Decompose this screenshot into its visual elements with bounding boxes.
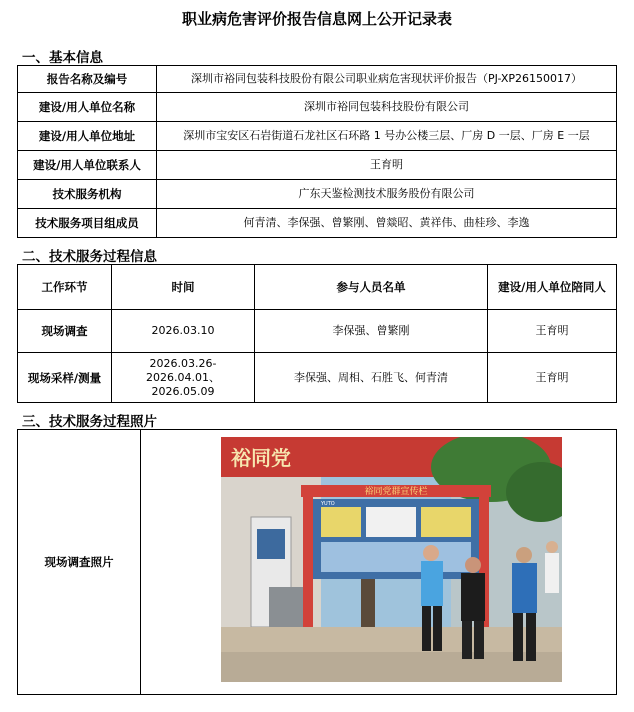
unit-name-label: 建设/用人单位名称 bbox=[18, 93, 157, 122]
report-name-label: 报告名称及编号 bbox=[18, 66, 157, 93]
table-row bbox=[18, 66, 617, 93]
page-title: 职业病危害评价报告信息网上公开记录表 bbox=[181, 10, 452, 28]
table-row bbox=[18, 209, 617, 238]
report-name-value: 深圳市裕同包装科技股份有限公司职业病危害现状评价报告（PJ-XP26150017） bbox=[157, 66, 617, 93]
process-info-table bbox=[17, 264, 617, 403]
board-brand-text: YUTO bbox=[321, 501, 335, 507]
service-org-value: 广东天鉴检测技术服务股份有限公司 bbox=[157, 180, 617, 209]
unit-address-label: 建设/用人单位地址 bbox=[18, 122, 157, 151]
team-members-label: 技术服务项目组成员 bbox=[18, 209, 157, 238]
unit-name-value: 深圳市裕同包装科技股份有限公司 bbox=[157, 93, 617, 122]
table-row bbox=[18, 151, 617, 180]
stage-cell: 现场调查 bbox=[18, 310, 112, 353]
service-org-label: 技术服务机构 bbox=[18, 180, 157, 209]
col-header-escort: 建设/用人单位陪同人 bbox=[488, 265, 617, 310]
col-header-time: 时间 bbox=[112, 265, 255, 310]
table-row bbox=[18, 122, 617, 151]
top-sign-text: 裕同党 bbox=[231, 446, 291, 470]
section-process-info-heading: 二、技术服务过程信息 bbox=[22, 249, 157, 265]
time-cell: 2026.03.10 bbox=[112, 310, 255, 353]
stage-cell: 现场采样/测量 bbox=[18, 353, 112, 403]
section-photos-heading: 三、技术服务过程照片 bbox=[22, 414, 157, 430]
col-header-people: 参与人员名单 bbox=[255, 265, 488, 310]
people-cell: 李保强、曾繁刚 bbox=[255, 310, 488, 353]
escort-cell: 王育明 bbox=[488, 310, 617, 353]
table-row bbox=[18, 93, 617, 122]
people-cell: 李保强、周相、石胜飞、何青清 bbox=[255, 353, 488, 403]
table-row bbox=[18, 353, 617, 403]
unit-contact-value: 王育明 bbox=[157, 151, 617, 180]
board-title-text: 裕同党群宣传栏 bbox=[364, 487, 428, 497]
site-survey-photo bbox=[221, 437, 562, 682]
table-row bbox=[18, 310, 617, 353]
unit-address-value: 深圳市宝安区石岩街道石龙社区石环路 1 号办公楼三层、厂房 D 一层、厂房 E 一层 bbox=[157, 122, 617, 151]
table-row bbox=[18, 180, 617, 209]
basic-info-table bbox=[17, 65, 617, 238]
photo-label: 现场调查照片 bbox=[18, 430, 141, 695]
unit-contact-label: 建设/用人单位联系人 bbox=[18, 151, 157, 180]
col-header-stage: 工作环节 bbox=[18, 265, 112, 310]
section-basic-info-heading: 一、基本信息 bbox=[22, 50, 103, 66]
time-cell: 2026.03.26-2026.04.01、2026.05.09 bbox=[112, 353, 255, 403]
table-header-row bbox=[18, 265, 617, 310]
escort-cell: 王育明 bbox=[488, 353, 617, 403]
team-members-value: 何青清、李保强、曾繁刚、曾燚昭、黄祥伟、曲桂珍、李逸 bbox=[157, 209, 617, 238]
